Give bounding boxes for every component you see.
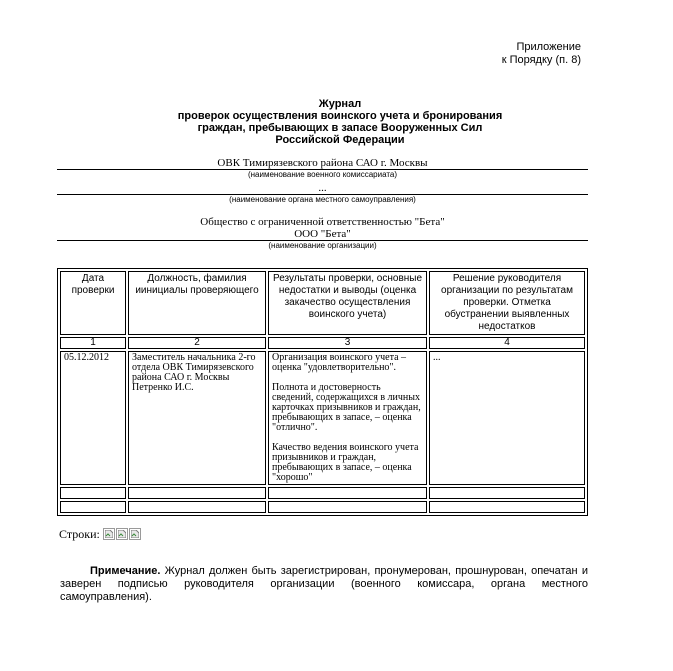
commissariat-value: ОВК Тимирязевского района САО г. Москвы	[57, 157, 588, 170]
cell-results	[268, 351, 427, 485]
organization-field	[57, 216, 588, 251]
result-paragraph-3: Качество ведения воинского учета призывников и граждан, пребывающих в запасе, – оценка "хорошо"	[272, 442, 419, 483]
commissariat-caption: (наименование военного комиссариата)	[247, 170, 398, 179]
header-inspector: Должность, фамилия иинициалы проверяющего	[128, 271, 266, 335]
column-number-1: 1	[60, 337, 126, 349]
empty-table-row	[60, 487, 585, 499]
organization-value-line-2: ООО "Бета"	[57, 228, 588, 241]
organization-value-line-1: Общество с ограниченной ответственностью "Бета"	[200, 216, 445, 228]
note-text: Журнал должен быть зарегистрирован, пронумерован, прошнурован, опечатан и заверен подписью руководителя организации (военного комиссара, органа местного самоуправления).	[60, 565, 588, 603]
column-number-2: 2	[128, 337, 266, 349]
column-number-3: 3	[268, 337, 427, 349]
title-line-4: Российской Федерации	[275, 134, 405, 146]
result-paragraph-1: Организация воинского учета – оценка "удовлетворительно".	[272, 352, 407, 373]
journal-title	[120, 98, 560, 146]
table-number-row	[60, 337, 585, 349]
appendix-line-1: Приложение	[516, 41, 581, 53]
column-number-4: 4	[429, 337, 585, 349]
note-label: Примечание.	[90, 565, 161, 577]
empty-table-row	[60, 501, 585, 513]
title-line-2: проверок осуществления воинского учета и бронирования	[177, 110, 503, 122]
inspection-journal-table	[57, 268, 588, 516]
rows-control	[59, 527, 142, 541]
table-row	[60, 351, 585, 485]
title-line-3: граждан, пребывающих в запасе Вооруженных Сил	[197, 122, 483, 134]
title-line-1: Журнал	[318, 98, 362, 110]
appendix-reference	[502, 41, 581, 67]
copy-row-icon[interactable]	[116, 528, 128, 540]
rows-label: Строки:	[59, 527, 100, 541]
header-results: Результаты проверки, основные недостатки и выводы (оценка закачество осуществления воинского учета)	[268, 271, 427, 335]
cell-inspector: Заместитель начальника 2-го отдела ОВК Тимирязевского района САО г. Москвы Петренко И.С.	[128, 351, 266, 485]
result-paragraph-2: Полнота и достоверность сведений, содержащихся в личных карточках призывников и граждан, пребывающих в запасе, – оценка "отлично".	[272, 382, 421, 433]
local-gov-field	[57, 182, 588, 205]
local-gov-value: ...	[57, 182, 588, 195]
header-date: Дата проверки	[60, 271, 126, 335]
local-gov-caption: (наименование органа местного самоуправления)	[229, 195, 416, 204]
appendix-line-2: к Порядку (п. 8)	[501, 54, 581, 66]
add-row-icon[interactable]	[103, 528, 115, 540]
organization-caption: (наименование организации)	[268, 241, 377, 250]
table-header-row	[60, 271, 585, 335]
cell-date: 05.12.2012	[60, 351, 126, 485]
cell-decision: ...	[429, 351, 585, 485]
journal-note	[60, 565, 588, 604]
header-decision: Решение руководителя организации по результатам проверки. Отметка обустранении выявленных недостатков	[429, 271, 585, 335]
delete-row-icon[interactable]	[129, 528, 141, 540]
commissariat-field	[57, 157, 588, 180]
